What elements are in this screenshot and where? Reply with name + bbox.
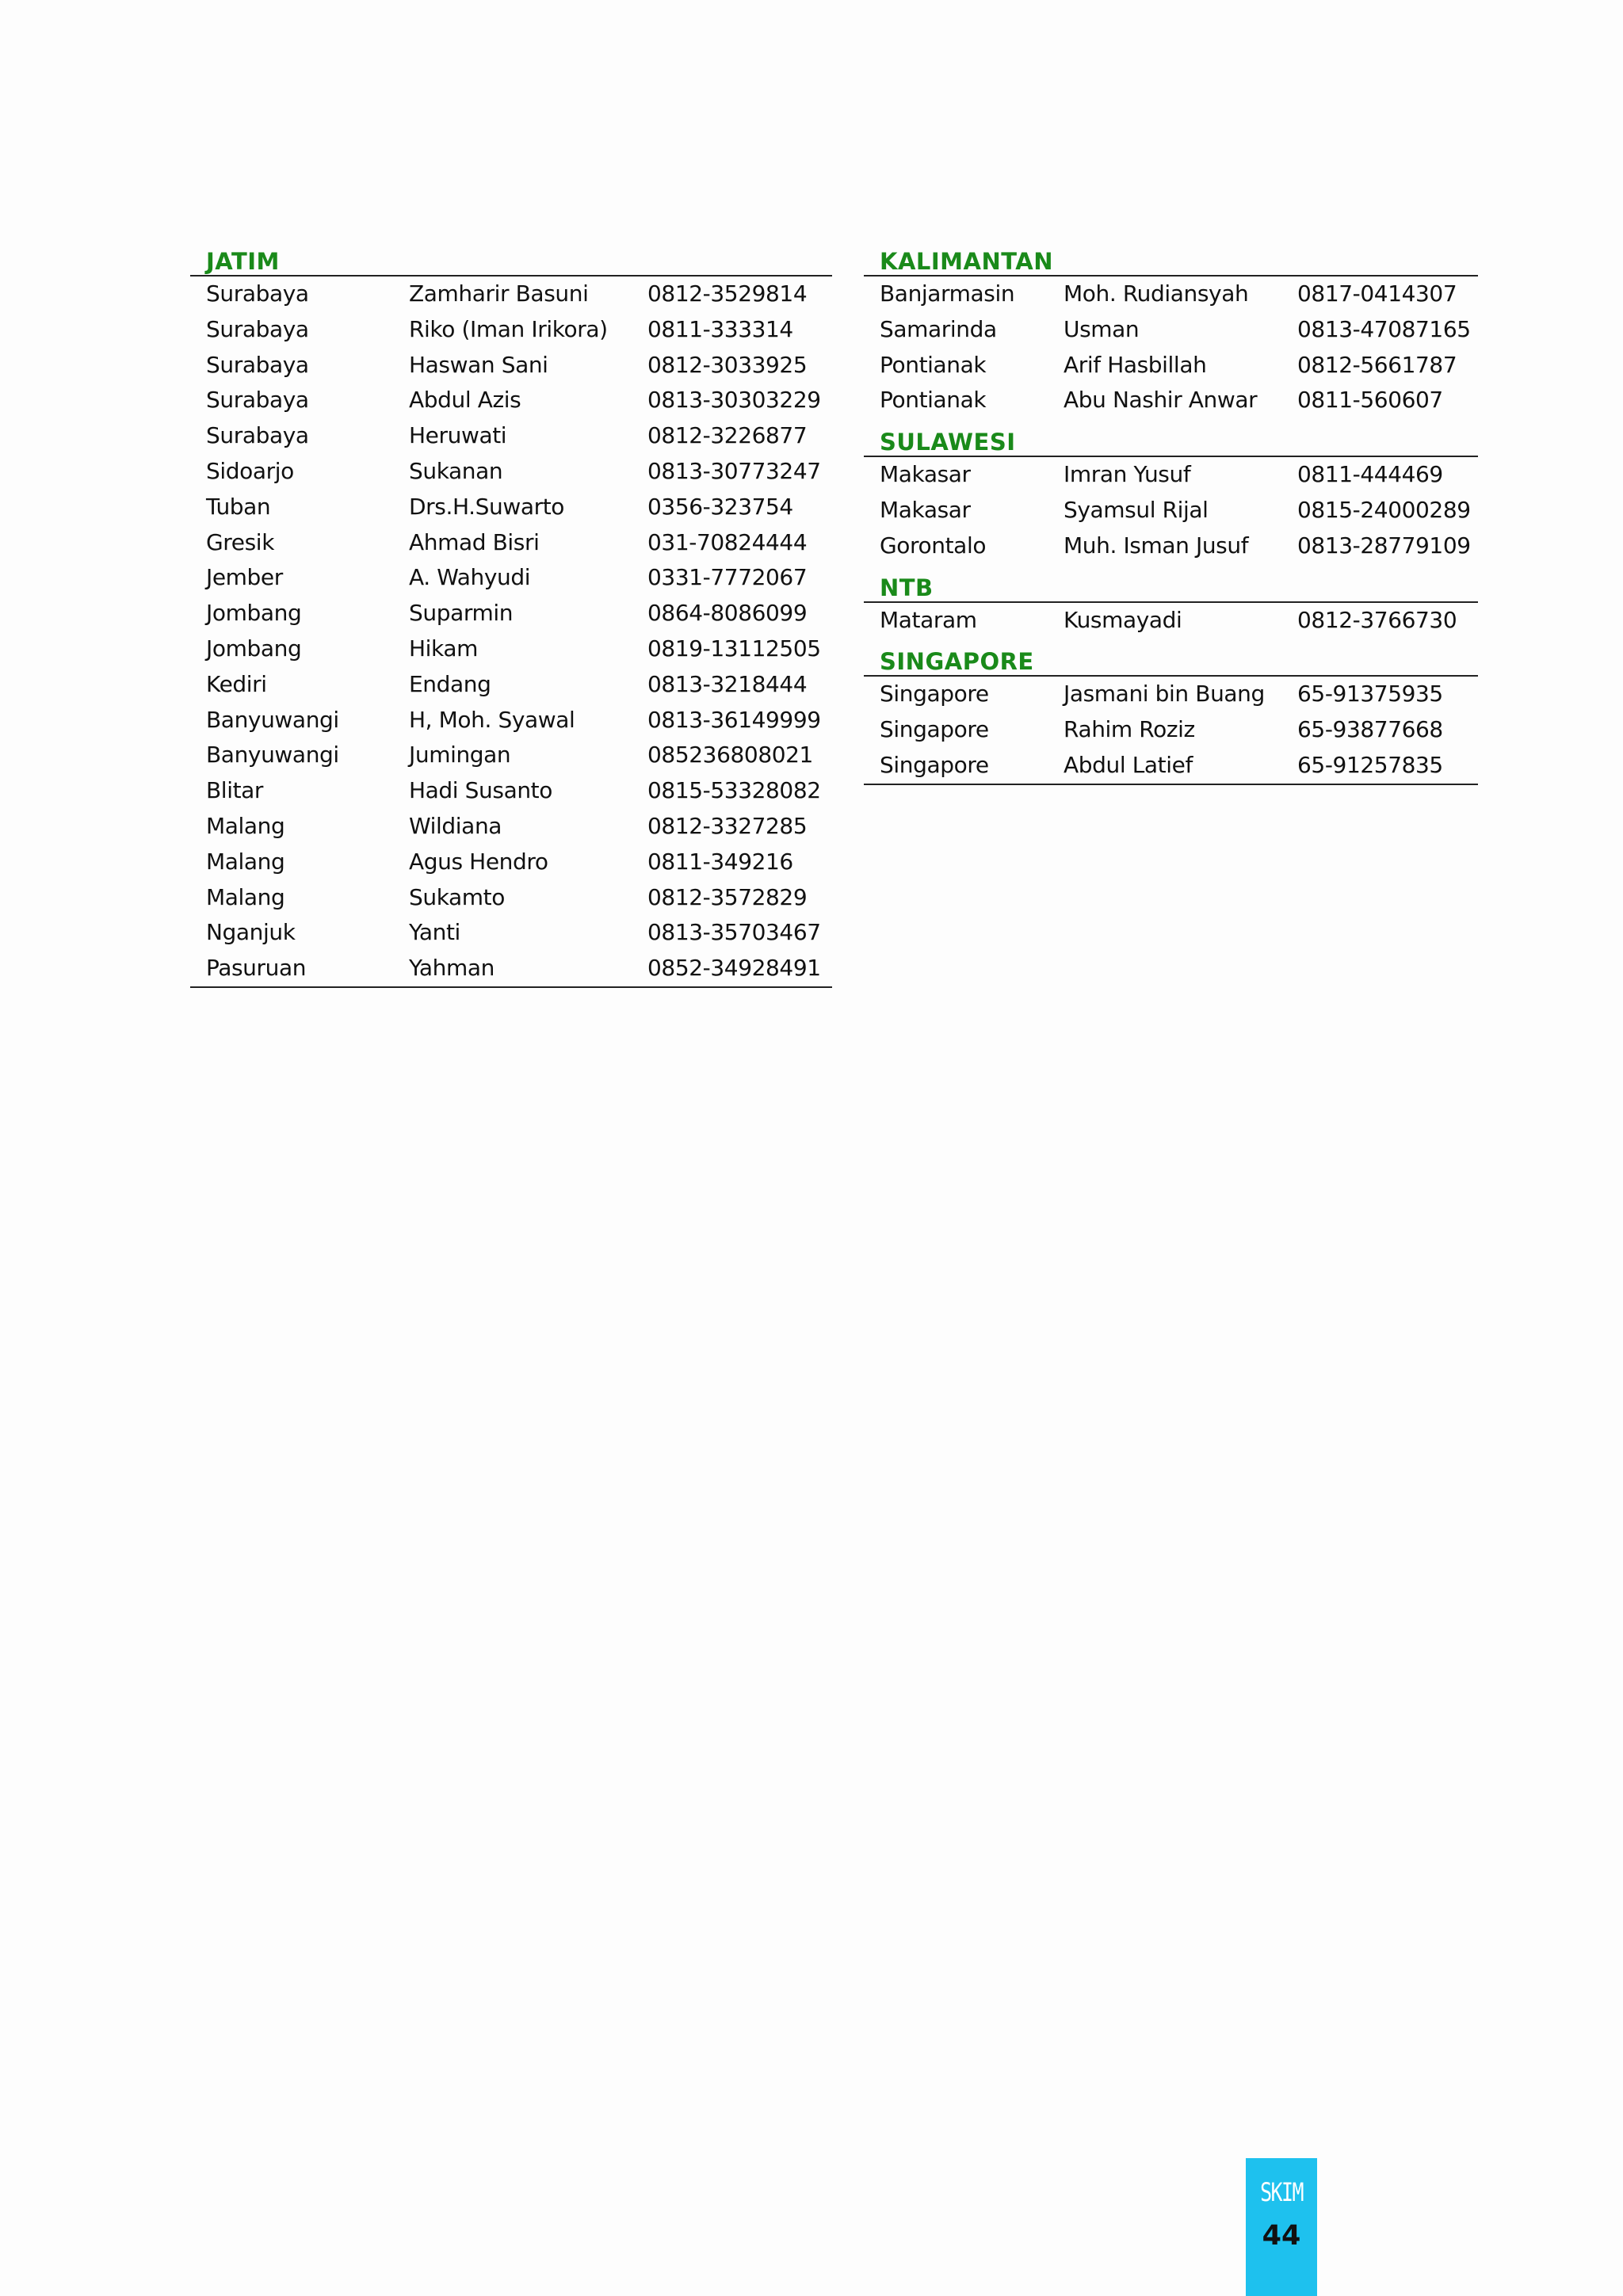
page-number: 44 — [1262, 2220, 1301, 2252]
phone-cell: 0812-5661787 — [1297, 351, 1457, 378]
brand-label: SKIM — [1260, 2177, 1303, 2207]
section-title: KALIMANTAN — [880, 248, 1054, 275]
phone-cell: 0813-30303229 — [647, 387, 821, 414]
contact-list — [864, 457, 1478, 563]
city-cell: Gresik — [206, 528, 275, 555]
city-cell: Jember — [206, 564, 283, 591]
city-cell: Singapore — [880, 681, 989, 707]
name-cell: Suparmin — [409, 600, 514, 627]
contact-row — [864, 603, 1478, 639]
phone-cell: 0812-3033925 — [647, 351, 808, 378]
city-cell: Kediri — [206, 670, 267, 697]
city-cell: Jombang — [206, 600, 302, 627]
city-cell: Surabaya — [206, 351, 309, 378]
city-cell: Sidoarjo — [206, 457, 294, 484]
section-kalimantan — [864, 238, 1478, 418]
phone-cell: 0812-3226877 — [647, 422, 808, 449]
contact-row — [190, 277, 832, 312]
phone-cell: 0811-349216 — [647, 848, 793, 875]
name-cell: Haswan Sani — [409, 351, 548, 378]
contact-row — [190, 454, 832, 490]
contact-row — [190, 312, 832, 348]
name-cell: Abdul Latief — [1064, 751, 1193, 778]
phone-cell: 085236808021 — [647, 742, 813, 769]
contact-row — [190, 418, 832, 454]
contact-row — [190, 490, 832, 525]
name-cell: Heruwati — [409, 422, 507, 449]
name-cell: H, Moh. Syawal — [409, 706, 575, 733]
phone-cell: 0815-53328082 — [647, 777, 821, 804]
city-cell: Makasar — [880, 496, 971, 523]
table-end-rule — [190, 986, 832, 988]
phone-cell: 0813-30773247 — [647, 457, 821, 484]
contact-row — [190, 525, 832, 561]
name-cell: Kusmayadi — [1064, 606, 1182, 633]
phone-cell: 0815-24000289 — [1297, 496, 1471, 523]
city-cell: Pontianak — [880, 351, 987, 378]
city-cell: Surabaya — [206, 315, 309, 342]
city-cell: Tuban — [206, 493, 271, 520]
phone-cell: 0813-35703467 — [647, 919, 821, 946]
section-header — [864, 418, 1478, 457]
city-cell: Mataram — [880, 606, 977, 633]
name-cell: Ahmad Bisri — [409, 528, 540, 555]
name-cell: Sukamto — [409, 883, 505, 910]
phone-cell: 0811-444469 — [1297, 461, 1443, 488]
section-jatim — [190, 238, 832, 986]
contact-row — [864, 712, 1478, 748]
phone-cell: 0812-3766730 — [1297, 606, 1457, 633]
city-cell: Banjarmasin — [880, 280, 1015, 307]
contact-list — [190, 277, 832, 986]
phone-cell: 0864-8086099 — [647, 600, 808, 627]
name-cell: Wildiana — [409, 812, 502, 839]
section-header — [864, 638, 1478, 677]
phone-cell: 0812-3327285 — [647, 812, 808, 839]
section-singapore — [864, 638, 1478, 783]
phone-cell: 0819-13112505 — [647, 635, 821, 662]
city-cell: Makasar — [880, 461, 971, 488]
name-cell: Imran Yusuf — [1064, 461, 1191, 488]
name-cell: Syamsul Rijal — [1064, 496, 1209, 523]
contact-row — [864, 493, 1478, 528]
right-column — [864, 238, 1478, 785]
phone-cell: 0812-3529814 — [647, 280, 808, 307]
name-cell: Drs.H.Suwarto — [409, 493, 565, 520]
city-cell: Gorontalo — [880, 532, 987, 559]
section-title: SINGAPORE — [880, 648, 1034, 676]
phone-cell: 031-70824444 — [647, 528, 808, 555]
city-cell: Malang — [206, 883, 285, 910]
phone-cell: 0813-3218444 — [647, 670, 808, 697]
phone-cell: 0852-34928491 — [647, 955, 821, 982]
phone-cell: 0356-323754 — [647, 493, 793, 520]
contact-row — [190, 809, 832, 845]
name-cell: Agus Hendro — [409, 848, 548, 875]
name-cell: A. Wahyudi — [409, 564, 531, 591]
city-cell: Jombang — [206, 635, 302, 662]
name-cell: Moh. Rudiansyah — [1064, 280, 1249, 307]
phone-cell: 0811-560607 — [1297, 387, 1443, 414]
phone-cell: 0813-36149999 — [647, 706, 821, 733]
contact-row — [864, 277, 1478, 312]
contact-row — [864, 457, 1478, 493]
city-cell: Banyuwangi — [206, 742, 339, 769]
city-cell: Malang — [206, 848, 285, 875]
section-title: JATIM — [206, 248, 280, 275]
contact-list — [864, 277, 1478, 418]
page-number-badge — [1246, 2158, 1317, 2296]
name-cell: Usman — [1064, 315, 1140, 342]
contact-row — [190, 915, 832, 951]
contact-row — [190, 773, 832, 809]
phone-cell: 0331-7772067 — [647, 564, 808, 591]
city-cell: Pasuruan — [206, 955, 307, 982]
city-cell: Blitar — [206, 777, 264, 804]
contact-row — [190, 703, 832, 738]
phone-cell: 0812-3572829 — [647, 883, 808, 910]
name-cell: Jumingan — [409, 742, 511, 769]
contact-row — [190, 880, 832, 916]
name-cell: Zamharir Basuni — [409, 280, 589, 307]
contact-row — [190, 596, 832, 631]
city-cell: Singapore — [880, 751, 989, 778]
phone-cell: 65-93877668 — [1297, 716, 1443, 743]
left-column — [190, 238, 832, 988]
section-header — [190, 238, 832, 277]
city-cell: Samarinda — [880, 315, 997, 342]
contact-row — [864, 528, 1478, 564]
section-ntb — [864, 564, 1478, 639]
contact-row — [864, 383, 1478, 418]
name-cell: Yahman — [409, 955, 495, 982]
contact-row — [190, 348, 832, 383]
name-cell: Abdul Azis — [409, 387, 521, 414]
city-cell: Surabaya — [206, 387, 309, 414]
phone-cell: 0817-0414307 — [1297, 280, 1457, 307]
name-cell: Endang — [409, 670, 491, 697]
table-end-rule — [864, 784, 1478, 785]
city-cell: Pontianak — [880, 387, 987, 414]
contact-row — [190, 383, 832, 418]
contact-row — [864, 748, 1478, 784]
section-title: SULAWESI — [880, 429, 1016, 456]
name-cell: Jasmani bin Buang — [1064, 681, 1265, 707]
phone-cell: 0813-28779109 — [1297, 532, 1471, 559]
phone-cell: 65-91257835 — [1297, 751, 1443, 778]
name-cell: Abu Nashir Anwar — [1064, 387, 1258, 414]
contact-row — [864, 677, 1478, 712]
contact-row — [190, 631, 832, 667]
contact-row — [190, 845, 832, 880]
name-cell: Arif Hasbillah — [1064, 351, 1207, 378]
city-cell: Malang — [206, 812, 285, 839]
city-cell: Singapore — [880, 716, 989, 743]
contact-row — [190, 667, 832, 703]
name-cell: Muh. Isman Jusuf — [1064, 532, 1249, 559]
name-cell: Riko (Iman Irikora) — [409, 315, 608, 342]
name-cell: Hadi Susanto — [409, 777, 552, 804]
contact-row — [190, 738, 832, 773]
city-cell: Surabaya — [206, 280, 309, 307]
phone-cell: 0811-333314 — [647, 315, 793, 342]
name-cell: Sukanan — [409, 457, 503, 484]
section-header — [864, 238, 1478, 277]
section-sulawesi — [864, 418, 1478, 563]
contact-row — [190, 560, 832, 596]
city-cell: Nganjuk — [206, 919, 296, 946]
phone-cell: 0813-47087165 — [1297, 315, 1471, 342]
contact-row — [190, 951, 832, 986]
city-cell: Surabaya — [206, 422, 309, 449]
section-header — [864, 564, 1478, 603]
contact-list — [864, 603, 1478, 639]
contact-list — [864, 677, 1478, 783]
name-cell: Rahim Roziz — [1064, 716, 1195, 743]
name-cell: Hikam — [409, 635, 478, 662]
section-title: NTB — [880, 574, 934, 601]
phone-cell: 65-91375935 — [1297, 681, 1443, 707]
city-cell: Banyuwangi — [206, 706, 339, 733]
contact-row — [864, 312, 1478, 348]
name-cell: Yanti — [409, 919, 460, 946]
contact-row — [864, 348, 1478, 383]
